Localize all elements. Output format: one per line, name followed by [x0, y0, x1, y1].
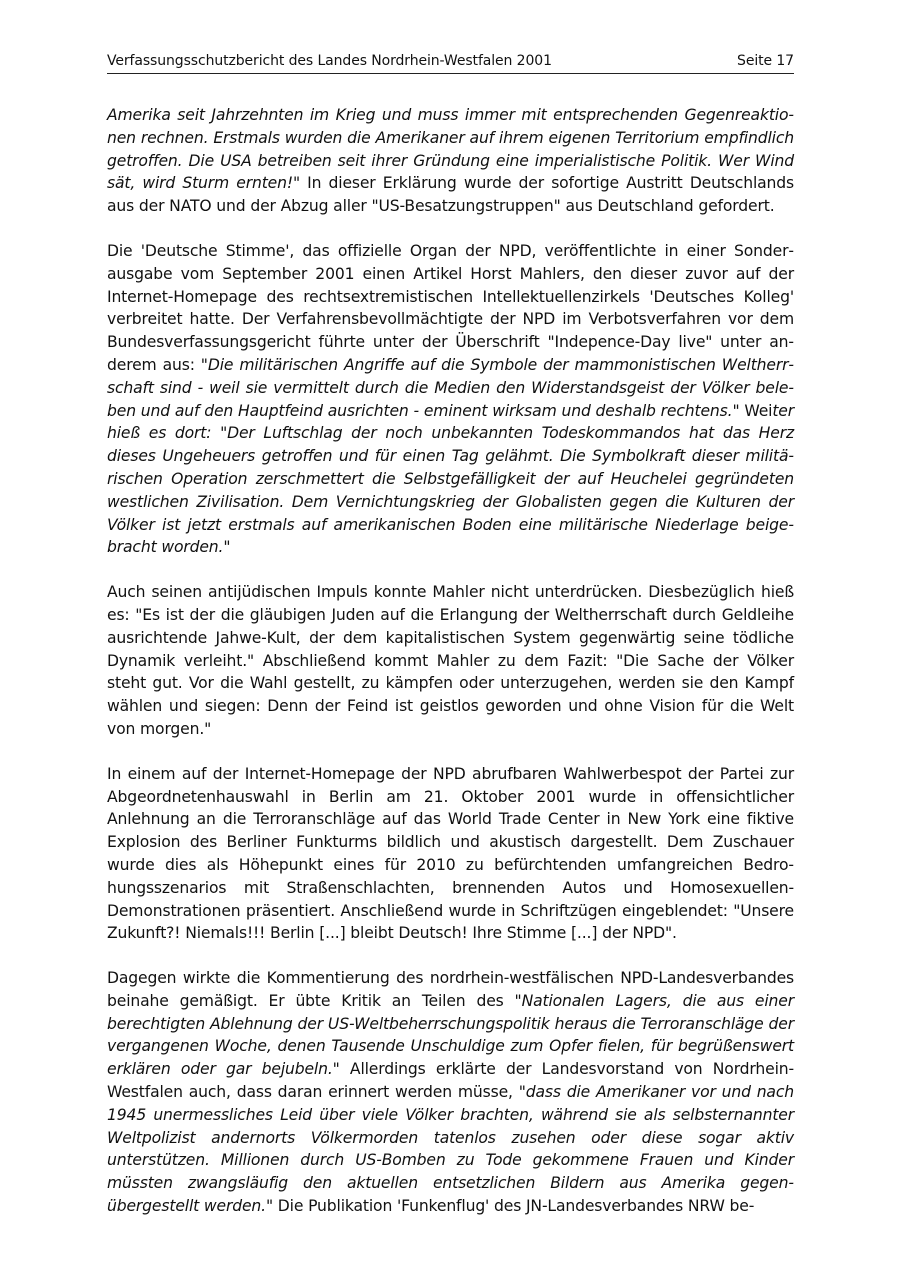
body-text: Dagegen wirkte die Kommentierung des nordrhein-westfälischen NPD-Landesverbandes beinahe gemäßigt. Er übte Kritik an Teilen des ": [107, 969, 794, 1010]
page-number: Seite 17: [737, 53, 794, 69]
body-text: " Allerdings erklärte der Landesvorstand von Nordrhein-Westfalen auch, dass daran erinnert werden müsse, ": [107, 1060, 794, 1102]
header-title: Verfassungsschutzbericht des Landes Nordrhein-Westfalen 2001: [107, 53, 552, 69]
paragraph-2: [107, 240, 794, 559]
page-header: [107, 52, 794, 74]
body-text: ": [223, 538, 231, 557]
body-text: Auch seinen antijüdischen Impuls konnte Mahler nicht unterdrücken. Diesbezüglich hieß es: "Es ist der die gläubigen Juden auf die Erlangung der Weltherrschaft durch Geldleihe ausrichtende Jahwe-Kult, der dem kapitalistischen System gegenwärtig seine tödliche Dynamik verleiht." Abschließend kommt Mahler zu dem Fazit: "Die Sache der Völker steht gut. Vor die Wahl gestellt, zu kämpfen oder unterzugehen, werden sie den Kampf wählen und siegen: Denn der Feind ist geistlos geworden und ohne Vision für die Welt von morgen.": [107, 583, 794, 738]
body-text: " Die Publikation 'Funkenflug' des JN-Landesverbandes NRW be-: [265, 1197, 755, 1216]
quote-text: Die militärischen Angriffe auf die Symbole der mammonistischen Weltherrschaft sind - weil sie vermittelt durch die Medien den Widerstandsgeist der Völker beleben und auf den Hauptfeind ausrichten - eminent wirksam und deshalb rechtens.: [107, 355, 794, 420]
quote-text: Amerika seit Jahrzehnten im Krieg und muss immer mit entsprechenden Gegenreaktionen rechnen. Erstmals wurden die Amerikaner auf ihrem eigenen Territorium empfindlich getroffen. Die USA betreiben seit ihrer Gründung eine imperialistische Politik. Wer Wind sät, wird Sturm ernten!: [107, 106, 794, 193]
paragraph-4: [107, 763, 794, 945]
document-body: [107, 104, 794, 1240]
paragraph-3: [107, 581, 794, 741]
quote-text: ter hieß es dort: "Der Luftschlag der noch unbekannten Todeskommandos hat das Herz dieses Ungeheuers getroffen und für einen Tag gelähmt. Die Symbolkraft dieser militärischen Operation zerschmettert die Selbstgefälligkeit der auf Heuchelei gegründeten westlichen Zivilisation. Dem Vernichtungskrieg der Globalisten gegen die Kulturen der Völker ist jetzt erstmals auf amerikanischen Boden eine militärische Niederlage beigebracht worden.: [107, 401, 794, 557]
body-text: " In dieser Erklärung wurde der sofortige Austritt Deutschlands aus der NATO und der Abzug aller "US-Besatzungstruppen" aus Deutschland gefordert.: [107, 174, 794, 216]
paragraph-1: [107, 104, 794, 218]
quote-text: dass die Amerikaner vor und nach 1945 unermessliches Leid über viele Völker brachten, während sie als selbsternannter Weltpolizist andernorts Völkermorden tatenlos zusehen oder diese sogar aktiv unterstützen. Millionen durch US-Bomben zu Tode gekommene Frauen und Kinder müssten zwangsläufig den aktuellen entsetzlichen Bildern aus Amerika gegenübergestellt werden.: [107, 1083, 794, 1216]
body-text: In einem auf der Internet-Homepage der NPD abrufbaren Wahlwerbespot der Partei zur Abgeordnetenhauswahl in Berlin am 21. Oktober 2001 wurde in offensichtlicher Anlehnung an die Terroranschläge auf das World Trade Center in New York eine fiktive Explosion des Berliner Funkturms bildlich und akustisch dargestellt. Dem Zuschauer wurde dies als Höhepunkt eines für 2010 zu befürchtenden umfangreichen Bedrohungsszenarios mit Straßenschlachten, brennenden Autos und Homosexuellen-Demonstrationen präsentiert. Anschließend wurde in Schriftzügen eingeblendet: "Unsere Zukunft?! Niemals!!! Berlin [...] bleibt Deutsch! Ihre Stimme [...] der NPD".: [107, 764, 794, 943]
paragraph-5: [107, 967, 794, 1218]
body-text: Die 'Deutsche Stimme', das offizielle Organ der NPD, veröffentlichte in einer Sonderausgabe vom September 2001 einen Artikel Horst Mahlers, den dieser zuvor auf der Internet-Homepage des rechtsextremistischen Intellektuellenzirkels 'Deutsches Kolleg' verbreitet hatte. Der Verfahrensbevollmächtigte der NPD im Verbotsverfahren vor dem Bundesverfassungsgericht führte unter der Überschrift "Indepence-Day live" unter anderem aus: ": [107, 241, 794, 374]
body-text: " Wei: [732, 401, 773, 420]
quote-text: Nationalen Lagers, die aus einer berechtigten Ablehnung der US-Weltbeherrschungspolitik heraus die Terroranschläge der vergangenen Woche, denen Tausende Unschuldige zum Opfer fielen, für begrüßenswert erklären oder gar bejubeln.: [107, 991, 794, 1079]
